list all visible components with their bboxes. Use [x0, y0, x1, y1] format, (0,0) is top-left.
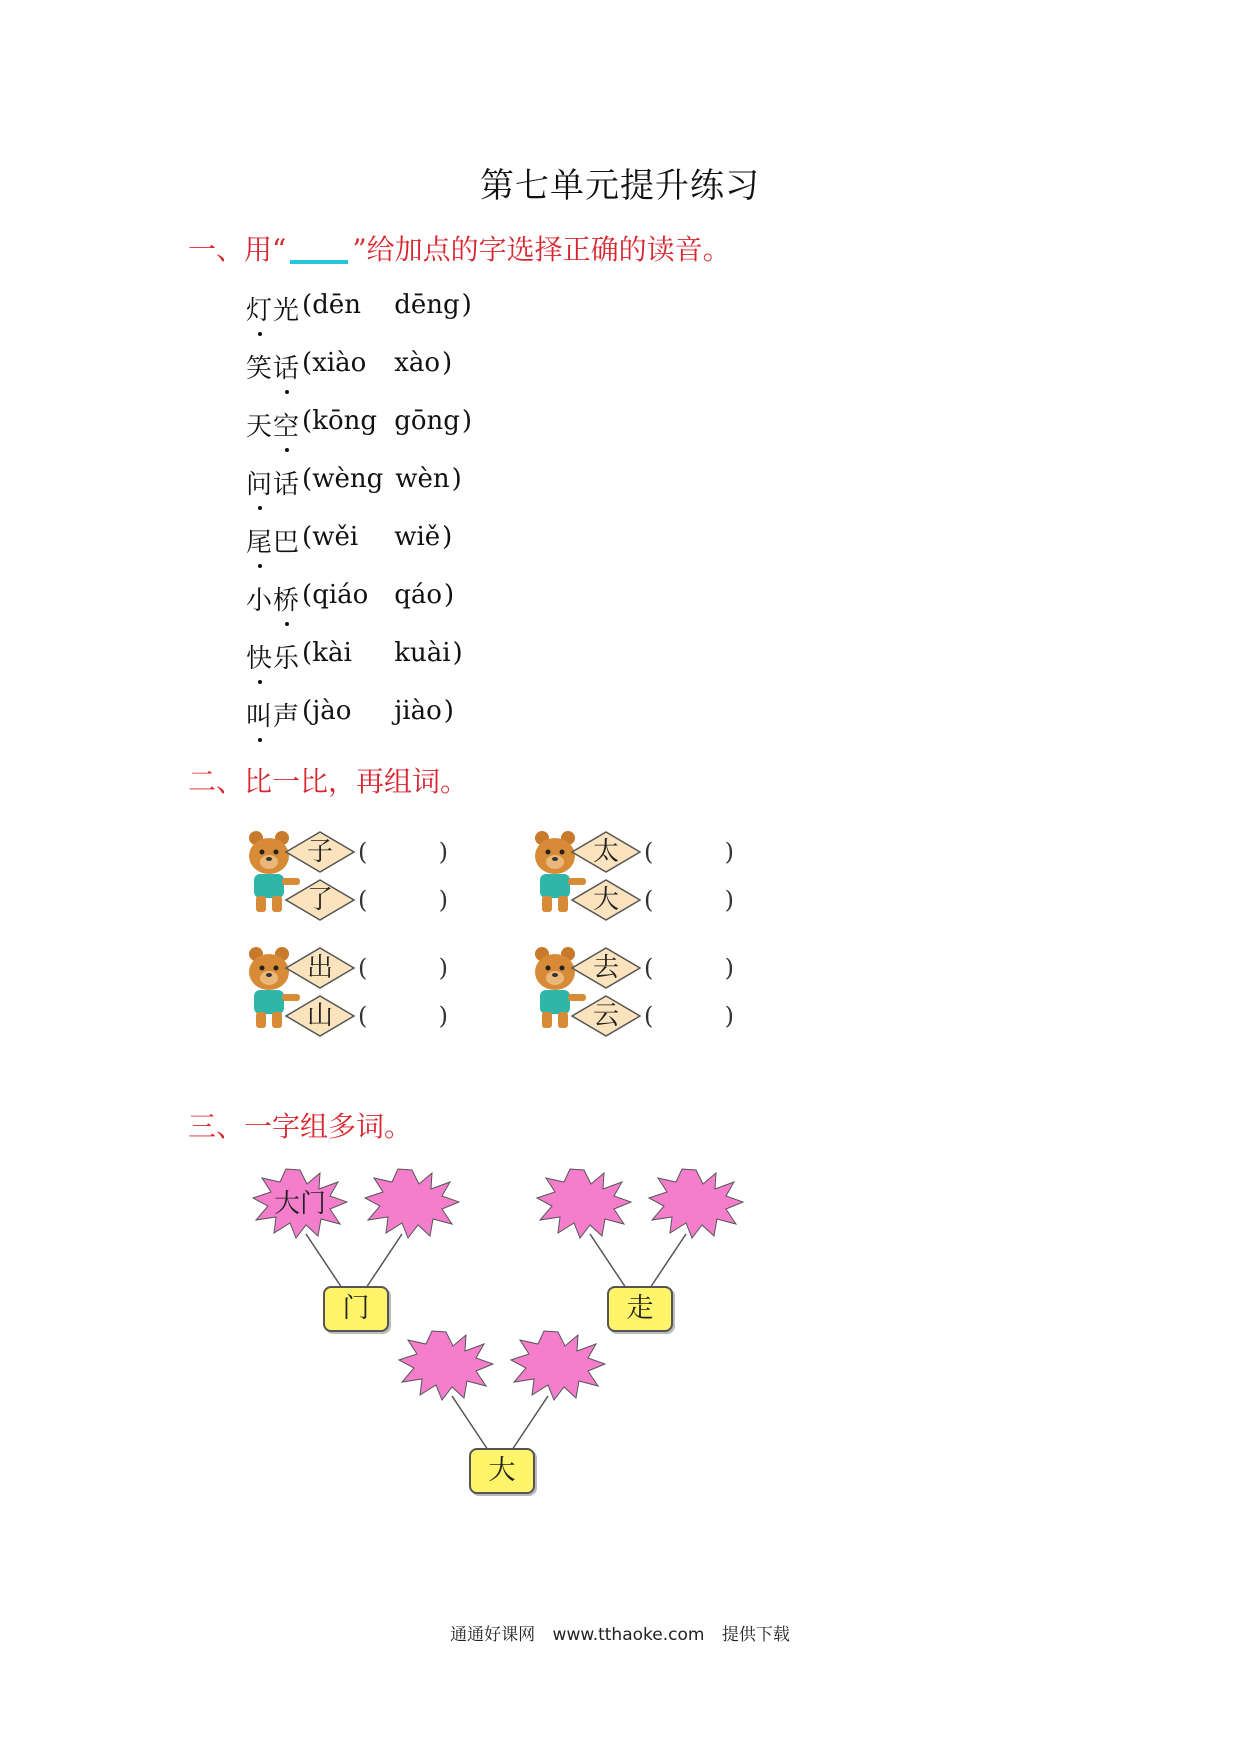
section-3-heading: 三、一字组多词。 — [188, 1110, 413, 1143]
compare-pair — [532, 830, 832, 930]
dotted-char: 桥 — [273, 580, 300, 617]
pronunciation-item: 问话 ( wèng wèn ) — [246, 464, 462, 500]
dotted-char: 快 — [246, 638, 273, 675]
dotted-char: 话 — [273, 348, 300, 385]
word-tree — [536, 1168, 766, 1338]
footer-site-name: 通通好课网 — [450, 1625, 536, 1645]
answer-blank[interactable]: ( ) — [644, 1002, 734, 1030]
pinyin-option-2[interactable]: qáo — [394, 580, 442, 610]
diamond-char-bottom: 云 — [570, 994, 642, 1038]
word-burst[interactable] — [510, 1330, 606, 1402]
pronunciation-item: 小桥 ( qiáo qáo ) — [246, 580, 455, 616]
pinyin-option-2[interactable]: wiě — [394, 522, 441, 552]
word-burst[interactable] — [364, 1168, 460, 1240]
pronunciation-item: 笑话 ( xiào xào ) — [246, 348, 453, 384]
word: 问话 — [246, 464, 300, 501]
root-char-box: 走 — [607, 1286, 673, 1332]
pinyin-option-2[interactable]: jiào — [394, 696, 442, 726]
answer-blank[interactable]: ( ) — [644, 886, 734, 914]
root-char-box: 大 — [469, 1448, 535, 1494]
word: 快乐 — [246, 638, 300, 675]
diamond-char-top: 出 — [284, 946, 356, 990]
word-burst[interactable] — [648, 1168, 744, 1240]
compare-pair — [532, 946, 832, 1046]
answer-blank[interactable]: ( ) — [358, 954, 448, 982]
footer-url[interactable]: www.tthaoke.com — [552, 1625, 705, 1645]
section-1-heading — [188, 228, 731, 268]
footer — [0, 1620, 1240, 1645]
dotted-char: 空 — [273, 406, 300, 443]
pinyin-option-1[interactable]: qiáo — [312, 580, 369, 610]
pronunciation-item: 灯光 ( dēn dēng ) — [246, 290, 472, 326]
pronunciation-item: 叫声 ( jào jiào ) — [246, 696, 454, 732]
diamond-char-bottom: 大 — [570, 878, 642, 922]
pronunciation-item: 快乐 ( kài kuài ) — [246, 638, 463, 674]
word-tree — [398, 1330, 628, 1500]
word: 天空 — [246, 406, 300, 443]
pinyin-option-2[interactable]: gōng — [394, 406, 460, 436]
page-title: 第七单元提升练习 — [480, 166, 760, 206]
pronunciation-list — [246, 290, 472, 754]
section-2-heading: 二、比一比，再组词。 — [188, 765, 469, 798]
word: 小桥 — [246, 580, 300, 617]
pinyin-option-2[interactable]: wèn — [395, 464, 450, 494]
pinyin-option-1[interactable]: kōng — [312, 406, 377, 436]
pinyin-option-1[interactable]: kài — [312, 638, 352, 668]
blank-line-sample — [290, 260, 348, 264]
compare-pair — [246, 946, 546, 1046]
word: 叫声 — [246, 696, 300, 733]
answer-blank[interactable]: ( ) — [358, 1002, 448, 1030]
dotted-char: 问 — [246, 464, 273, 501]
pronunciation-item: 天空 ( kōng gōng ) — [246, 406, 473, 442]
pinyin-option-1[interactable]: dēn — [312, 290, 361, 320]
diamond-char-top: 子 — [284, 830, 356, 874]
diamond-char-bottom: 山 — [284, 994, 356, 1038]
section-1-heading-suffix: ”给加点的字选择正确的读音。 — [352, 233, 731, 266]
diamond-char-top: 太 — [570, 830, 642, 874]
dotted-char: 叫 — [246, 696, 273, 733]
word-burst[interactable]: 大门 — [252, 1168, 348, 1240]
pronunciation-item: 尾巴 ( wěi wiě ) — [246, 522, 453, 558]
word-tree — [252, 1168, 482, 1338]
word: 尾巴 — [246, 522, 300, 559]
pinyin-option-1[interactable]: wěi — [312, 522, 359, 552]
pinyin-option-1[interactable]: jào — [312, 696, 352, 726]
compare-pair — [246, 830, 546, 930]
pinyin-option-2[interactable]: kuài — [394, 638, 451, 668]
word: 灯光 — [246, 290, 300, 327]
root-char-box: 门 — [323, 1286, 389, 1332]
word: 笑话 — [246, 348, 300, 385]
diamond-char-bottom: 了 — [284, 878, 356, 922]
dotted-char: 尾 — [246, 522, 273, 559]
answer-blank[interactable]: ( ) — [644, 954, 734, 982]
answer-blank[interactable]: ( ) — [358, 886, 448, 914]
footer-suffix: 提供下载 — [721, 1625, 790, 1645]
pinyin-option-1[interactable]: wèng — [312, 464, 384, 494]
answer-blank[interactable]: ( ) — [644, 838, 734, 866]
section-1-heading-prefix: 一、用“ — [188, 233, 287, 266]
pinyin-option-2[interactable]: xào — [394, 348, 441, 378]
pinyin-option-1[interactable]: xiào — [312, 348, 367, 378]
diamond-char-top: 去 — [570, 946, 642, 990]
pinyin-option-2[interactable]: dēng — [394, 290, 460, 320]
word-burst[interactable] — [536, 1168, 632, 1240]
dotted-char: 灯 — [246, 290, 273, 327]
word-burst[interactable] — [398, 1330, 494, 1402]
answer-blank[interactable]: ( ) — [358, 838, 448, 866]
